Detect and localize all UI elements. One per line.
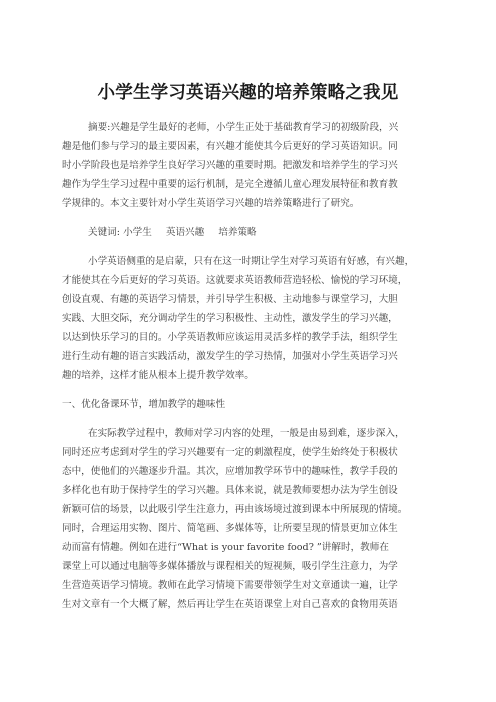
section1-line: 课堂上可以通过电脑等多媒体播放与课程相关的短视频，吸引学生注意力，为学 bbox=[62, 561, 398, 572]
abstract-line: 时小学阶段也是培养学生良好学习兴趣的重要时期。把激发和培养学生的学习兴 bbox=[62, 160, 398, 171]
intro-line: 实践、大胆交际，充分调动学生的学习积极性、主动性，激发学生的学习兴趣， bbox=[62, 313, 398, 324]
abstract-paragraph bbox=[62, 118, 442, 213]
intro-line: 进行生动有趣的语言实践活动，激发学生的学习热情，加强对小学生英语学习兴 bbox=[62, 351, 398, 362]
intro-line: 才能使其在今后更好的学习英语。这就要求英语教师营造轻松、愉悦的学习环境， bbox=[62, 275, 408, 286]
intro-paragraph bbox=[62, 252, 442, 385]
section1-line: 多样化也有助于保持学生的学习兴趣。具体来说，就是教师要想办法为学生创设 bbox=[62, 485, 398, 496]
keywords-paragraph bbox=[62, 223, 442, 242]
section1-line: 同时，合理运用实物、图片、简笔画、多媒体等，让所要呈现的情景更加立体生 bbox=[62, 523, 398, 534]
intro-line: 趣的培养，这样才能从根本上提升教学效率。 bbox=[62, 370, 254, 381]
abstract-line: 趣是他们参与学习的最主要因素，有兴趣才能使其今后更好的学习英语知识。同 bbox=[62, 141, 398, 152]
keyword-item: 英语兴趣 bbox=[165, 227, 205, 238]
section1-line: 新颖可信的场景，以此吸引学生注意力，再由该场境过渡到课本中所展现的情境。 bbox=[62, 504, 408, 515]
section1-line: 在实际教学过程中，教师对学习内容的处理，一般是由易到难，逐步深入， bbox=[88, 428, 405, 439]
section1-line: 同时还应考虑到对学生的学习兴趣要有一定的刺激程度，使学生始终处于积极状 bbox=[62, 447, 398, 458]
keywords-line bbox=[62, 223, 442, 242]
section1-line: 动而富有情趣。例如在进行“What is your favorite food? ”讲解时，教师在 bbox=[62, 542, 389, 553]
keyword-item: 小学生 bbox=[123, 227, 152, 238]
section1-paragraph bbox=[62, 424, 442, 614]
intro-line: 小学英语侧重的是启蒙，只有在这一时期让学生对学习英语有好感，有兴趣， bbox=[88, 256, 415, 267]
intro-line: 以达到快乐学习的目的。小学英语教师应该运用灵活多样的教学手法，组织学生 bbox=[62, 332, 398, 343]
section-heading-paragraph bbox=[62, 395, 442, 414]
keywords-label: 关键词: bbox=[88, 227, 121, 238]
abstract-line: 学规律的。本文主要针对小学生英语学习兴趣的培养策略进行了研究。 bbox=[62, 198, 360, 209]
section1-line: 生营造英语学习情境。教师在此学习情境下需要带领学生对文章通读一遍，让学 bbox=[62, 580, 398, 591]
intro-line: 创设直观、有趣的英语学习情景，并引导学生积极、主动地参与课堂学习，大胆 bbox=[62, 294, 398, 305]
document-title: 小学生学习英语兴趣的培养策略之我见 bbox=[97, 83, 399, 103]
document-body bbox=[62, 118, 442, 624]
section-heading: 一、优化备课环节，增加教学的趣味性 bbox=[62, 399, 226, 410]
abstract-line: 摘要:兴趣是学生最好的老师，小学生正处于基础教育学习的初级阶段，兴 bbox=[88, 122, 399, 133]
section1-line: 生对文章有一个大概了解，然后再让学生在英语课堂上对自己喜欢的食物用英语 bbox=[62, 599, 398, 610]
keyword-item: 培养策略 bbox=[218, 227, 257, 238]
abstract-line: 趣作为学生学习过程中重要的运行机制，是完全遵循儿童心理发展特征和教育教 bbox=[62, 179, 398, 190]
section1-line: 态中，使他们的兴趣逐步升温。其次，应增加教学环节中的趣味性，教学手段的 bbox=[62, 466, 398, 477]
